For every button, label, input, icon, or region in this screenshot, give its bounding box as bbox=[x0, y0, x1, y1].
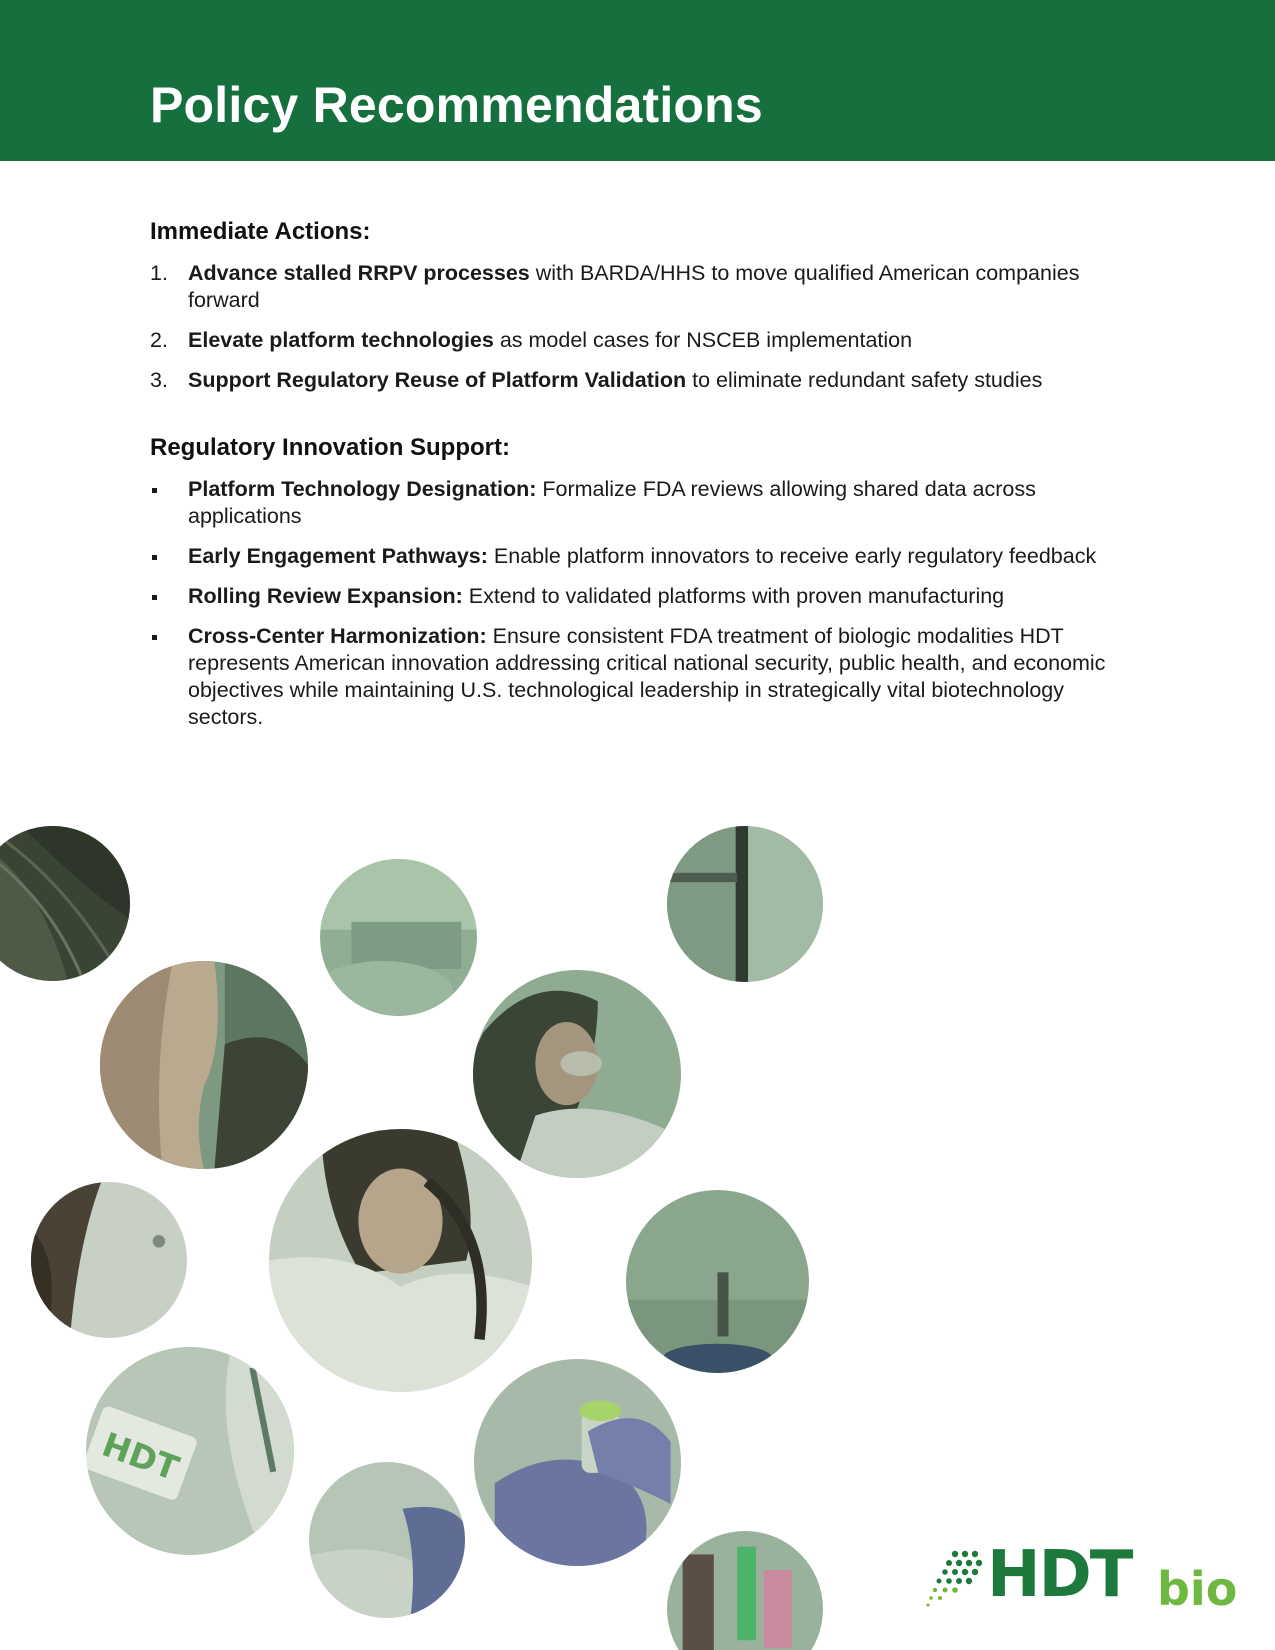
item-text: Enable platform innovators to receive early regulatory feedback bbox=[487, 544, 1097, 568]
list-item bbox=[150, 367, 1130, 394]
list-item bbox=[150, 327, 1130, 354]
square-bullet-icon bbox=[152, 488, 157, 493]
list-number: 3. bbox=[150, 368, 168, 392]
item-text: to eliminate redundant safety studies bbox=[686, 368, 1043, 392]
list-number: 1. bbox=[150, 261, 168, 285]
square-bullet-icon bbox=[152, 635, 157, 640]
list-item bbox=[150, 543, 1130, 570]
list-item bbox=[150, 583, 1130, 610]
list-item bbox=[150, 476, 1130, 530]
scientist-profile-photo-icon bbox=[100, 961, 308, 1169]
lab-coat-photo-icon bbox=[31, 1182, 187, 1338]
gloved-hand-photo-icon bbox=[309, 1462, 465, 1618]
hdt-bio-logo bbox=[925, 1538, 1245, 1616]
logo-bio-text: bio bbox=[1157, 1562, 1238, 1616]
logo-hdt-text: HDT bbox=[987, 1538, 1132, 1612]
item-lead: Platform Technology Designation: bbox=[188, 477, 537, 501]
hair-photo-icon bbox=[0, 826, 130, 981]
item-text: Extend to validated platforms with proven manufacturing bbox=[462, 584, 1005, 608]
lab-bottles-photo-icon bbox=[667, 1531, 823, 1650]
content-area bbox=[150, 218, 1130, 744]
lab-equipment-photo-icon bbox=[626, 1190, 809, 1373]
dots-logo-icon bbox=[925, 1548, 989, 1608]
list-item bbox=[150, 623, 1130, 731]
item-lead: Cross-Center Harmonization: bbox=[188, 624, 487, 648]
regulatory-support-heading: Regulatory Innovation Support: bbox=[150, 434, 510, 461]
vial-handling-photo-icon bbox=[474, 1359, 681, 1566]
hdt-coat-badge-photo-icon bbox=[86, 1347, 294, 1555]
item-text: as model cases for NSCEB implementation bbox=[493, 328, 913, 352]
item-text: with BARDA/HHS to move qualified American companies forward bbox=[188, 261, 1080, 312]
list-item bbox=[150, 260, 1130, 314]
svg-text:HDT: HDT bbox=[97, 1424, 184, 1489]
scientist-goggles-photo-icon bbox=[473, 970, 681, 1178]
item-lead: Elevate platform technologies bbox=[188, 328, 494, 352]
item-lead: Support Regulatory Reuse of Platform Validation bbox=[188, 368, 687, 392]
list-number: 2. bbox=[150, 328, 168, 352]
square-bullet-icon bbox=[152, 555, 157, 560]
square-bullet-icon bbox=[152, 595, 157, 600]
item-text: Formalize FDA reviews allowing shared data across applications bbox=[188, 477, 1036, 528]
lab-window-photo-icon bbox=[320, 859, 477, 1016]
item-lead: Early Engagement Pathways: bbox=[188, 544, 488, 568]
item-lead: Advance stalled RRPV processes bbox=[188, 261, 530, 285]
scientist-portrait-photo-icon bbox=[269, 1129, 532, 1392]
item-text: Ensure consistent FDA treatment of biologic modalities HDT represents American innovation addressing critical national security, public health, and economic objectives while maintaining U.S. technological leadership in strategically vital biotechnology sectors. bbox=[188, 624, 1106, 729]
lab-bench-photo-icon bbox=[667, 826, 823, 982]
page-title: Policy Recommendations bbox=[150, 77, 763, 133]
item-lead: Rolling Review Expansion: bbox=[188, 584, 463, 608]
immediate-actions-heading: Immediate Actions: bbox=[150, 218, 371, 245]
